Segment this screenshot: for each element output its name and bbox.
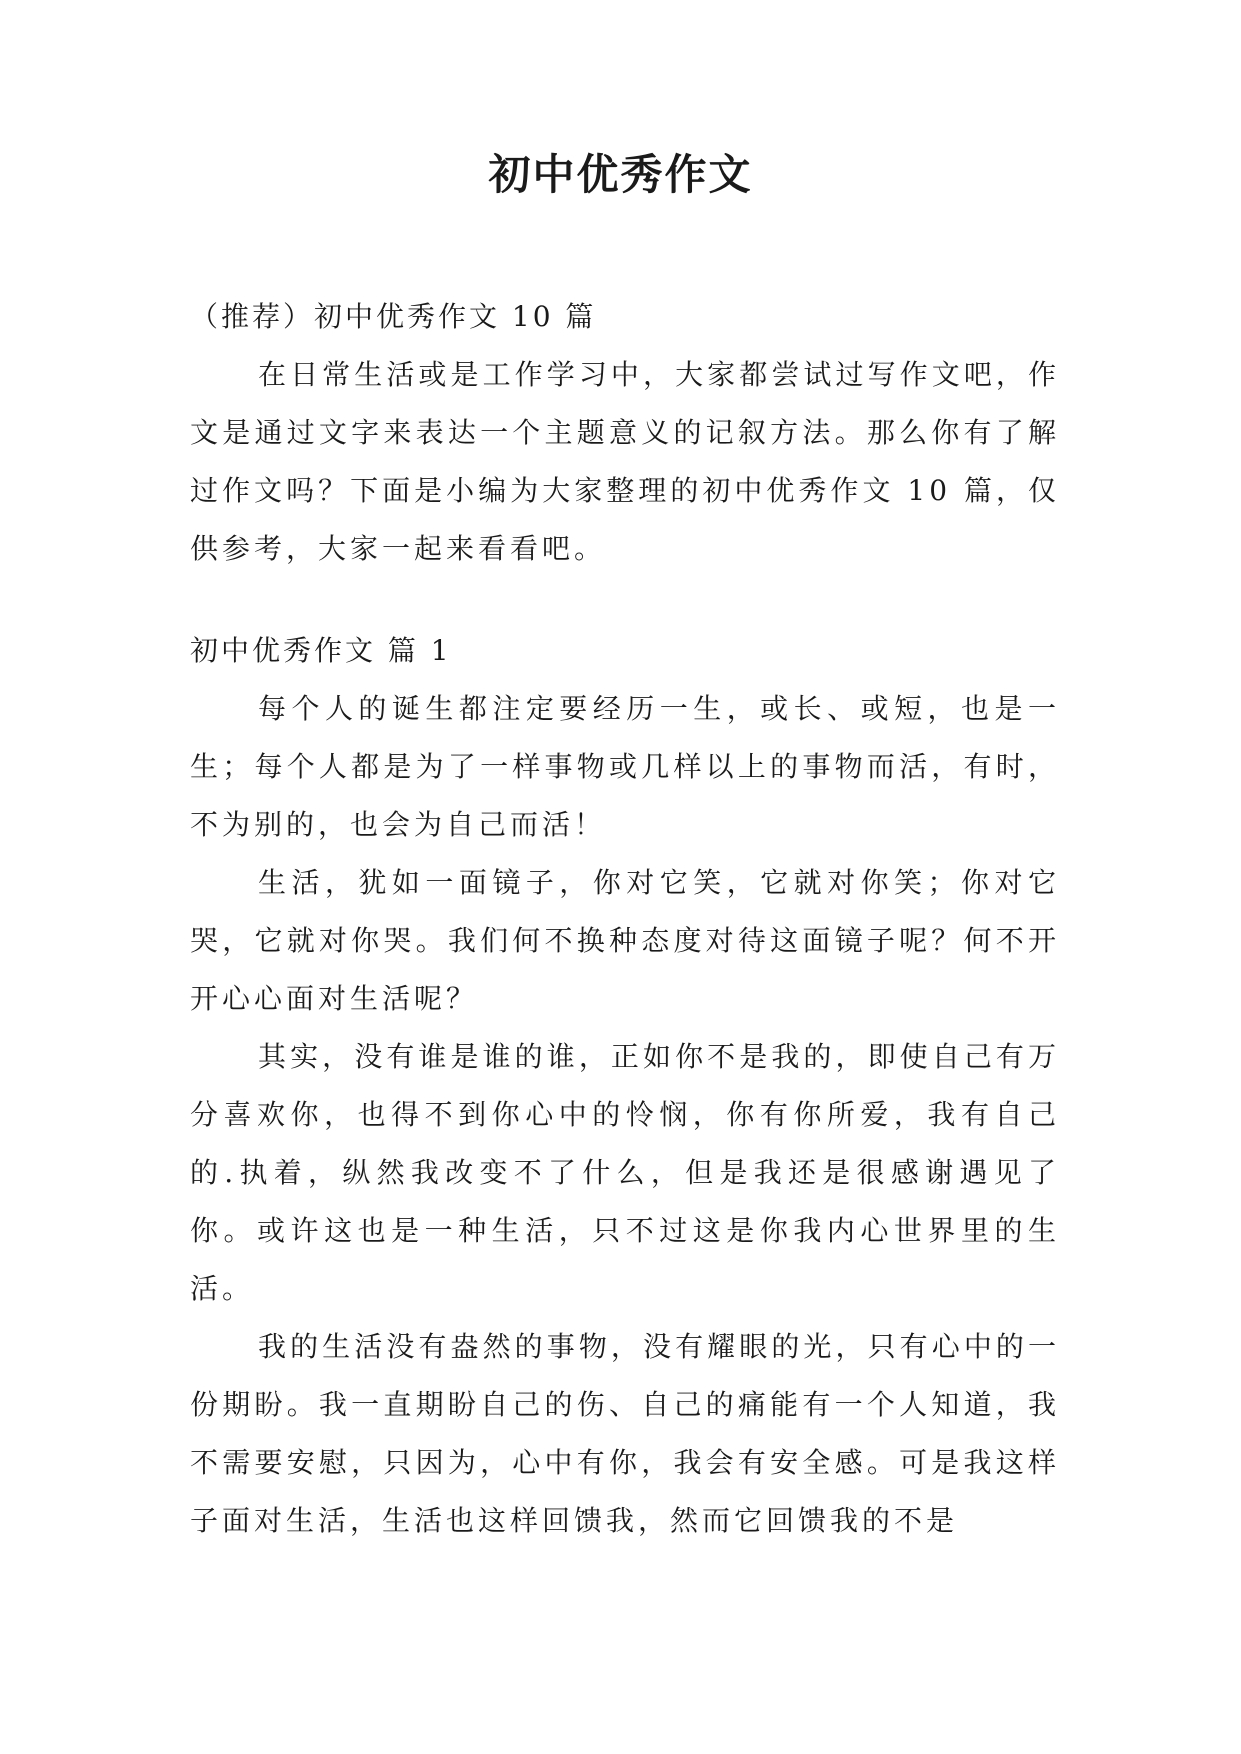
body-paragraph: 生活，犹如一面镜子，你对它笑，它就对你笑；你对它哭，它就对你哭。我们何不换种态度对待这面镜子呢？何不开开心心面对生活呢？ — [190, 866, 1060, 1015]
document-subtitle: （推荐）初中优秀作文 10 篇 — [190, 300, 597, 333]
body-paragraph: 每个人的诞生都注定要经历一生，或长、或短，也是一生；每个人都是为了一样事物或几样以上的事物而活，有时，不为别的，也会为自己而活！ — [190, 692, 1060, 841]
intro-paragraph: 在日常生活或是工作学习中，大家都尝试过写作文吧，作文是通过文字来表达一个主题意义的记叙方法。那么你有了解过作文吗？下面是小编为大家整理的初中优秀作文 10 篇，仅供参考，大家一起来看看吧。 — [190, 358, 1060, 565]
document-body — [190, 288, 1060, 1550]
section-heading: 初中优秀作文 篇 1 — [190, 634, 452, 667]
body-paragraph: 我的生活没有盎然的事物，没有耀眼的光，只有心中的一份期盼。我一直期盼自己的伤、自己的痛能有一个人知道，我不需要安慰，只因为，心中有你，我会有安全感。可是我这样子面对生活，生活也这样回馈我，然而它回馈我的不是 — [190, 1330, 1060, 1537]
body-paragraph: 其实，没有谁是谁的谁，正如你不是我的，即使自己有万分喜欢你，也得不到你心中的怜悯，你有你所爱，我有自己的.执着，纵然我改变不了什么，但是我还是很感谢遇见了你。或许这也是一种生活，只不过这是你我内心世界里的生活。 — [190, 1040, 1060, 1305]
document-title: 初中优秀作文 — [488, 150, 753, 199]
